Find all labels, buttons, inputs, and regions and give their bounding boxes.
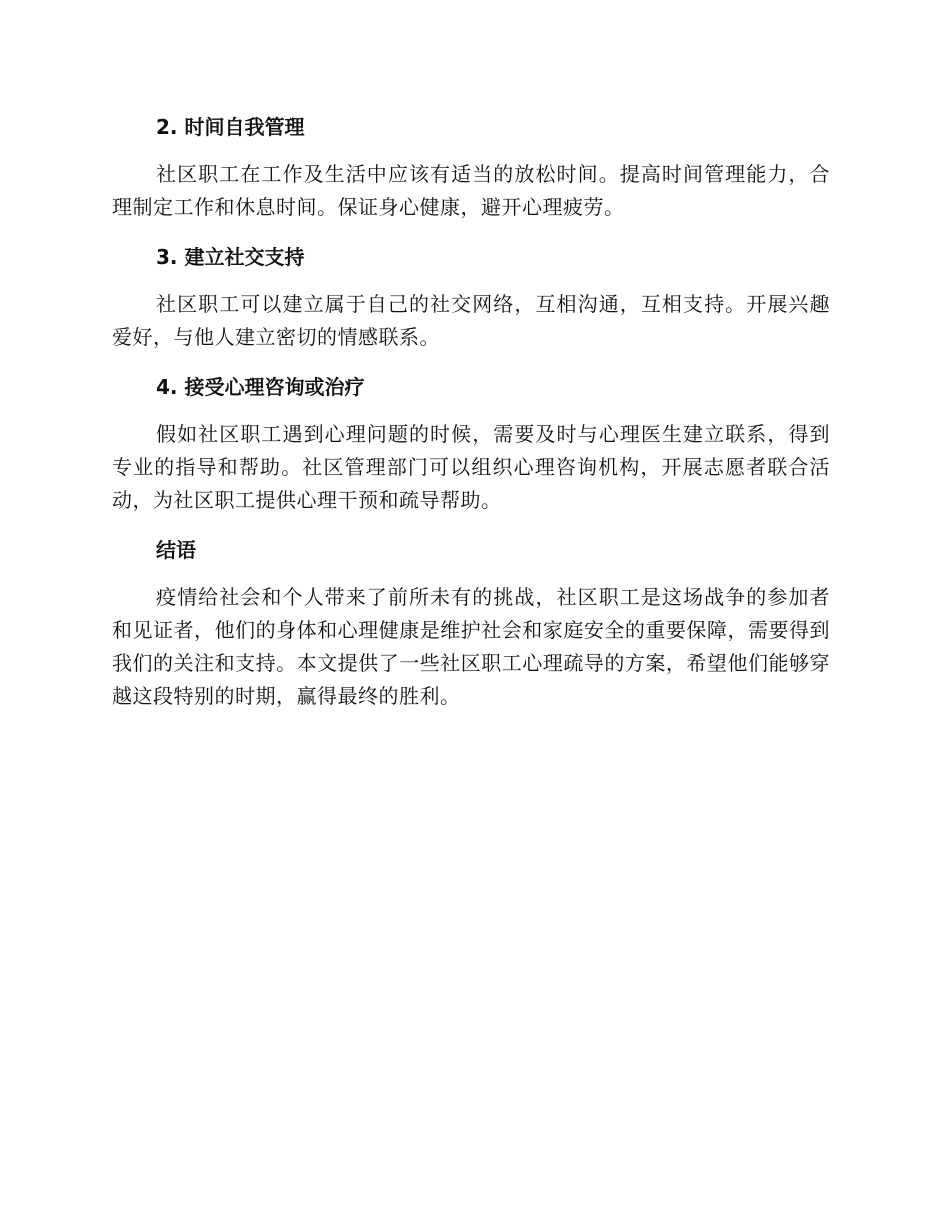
section-paragraph-social-support: 社区职工可以建立属于自己的社交网络，互相沟通，互相支持。开展兴趣爱好，与他人建立密切的情感联系。	[112, 292, 830, 349]
document-body	[112, 112, 830, 731]
section-heading-social-support: 3. 建立社交支持	[156, 245, 305, 269]
section-paragraph-conclusion: 疫情给社会和个人带来了前所未有的挑战，社区职工是这场战争的参加者和见证者，他们的身体和心理健康是维护社会和家庭安全的重要保障，需要得到我们的关注和支持。本文提供了一些社区职工心理疏导的方案，希望他们能够穿越这段特别的时期，赢得最终的胜利。	[112, 585, 830, 708]
section-paragraph-counseling: 假如社区职工遇到心理问题的时候，需要及时与心理医生建立联系，得到专业的指导和帮助。社区管理部门可以组织心理咨询机构，开展志愿者联合活动，为社区职工提供心理干预和疏导帮助。	[112, 422, 830, 512]
section-heading-conclusion: 结语	[156, 538, 196, 562]
section-heading-counseling: 4. 接受心理咨询或治疗	[156, 375, 365, 399]
section-paragraph-time-management: 社区职工在工作及生活中应该有适当的放松时间。提高时间管理能力，合理制定工作和休息时间。保证身心健康，避开心理疲劳。	[112, 162, 830, 219]
section-heading-time-management: 2. 时间自我管理	[156, 115, 305, 139]
